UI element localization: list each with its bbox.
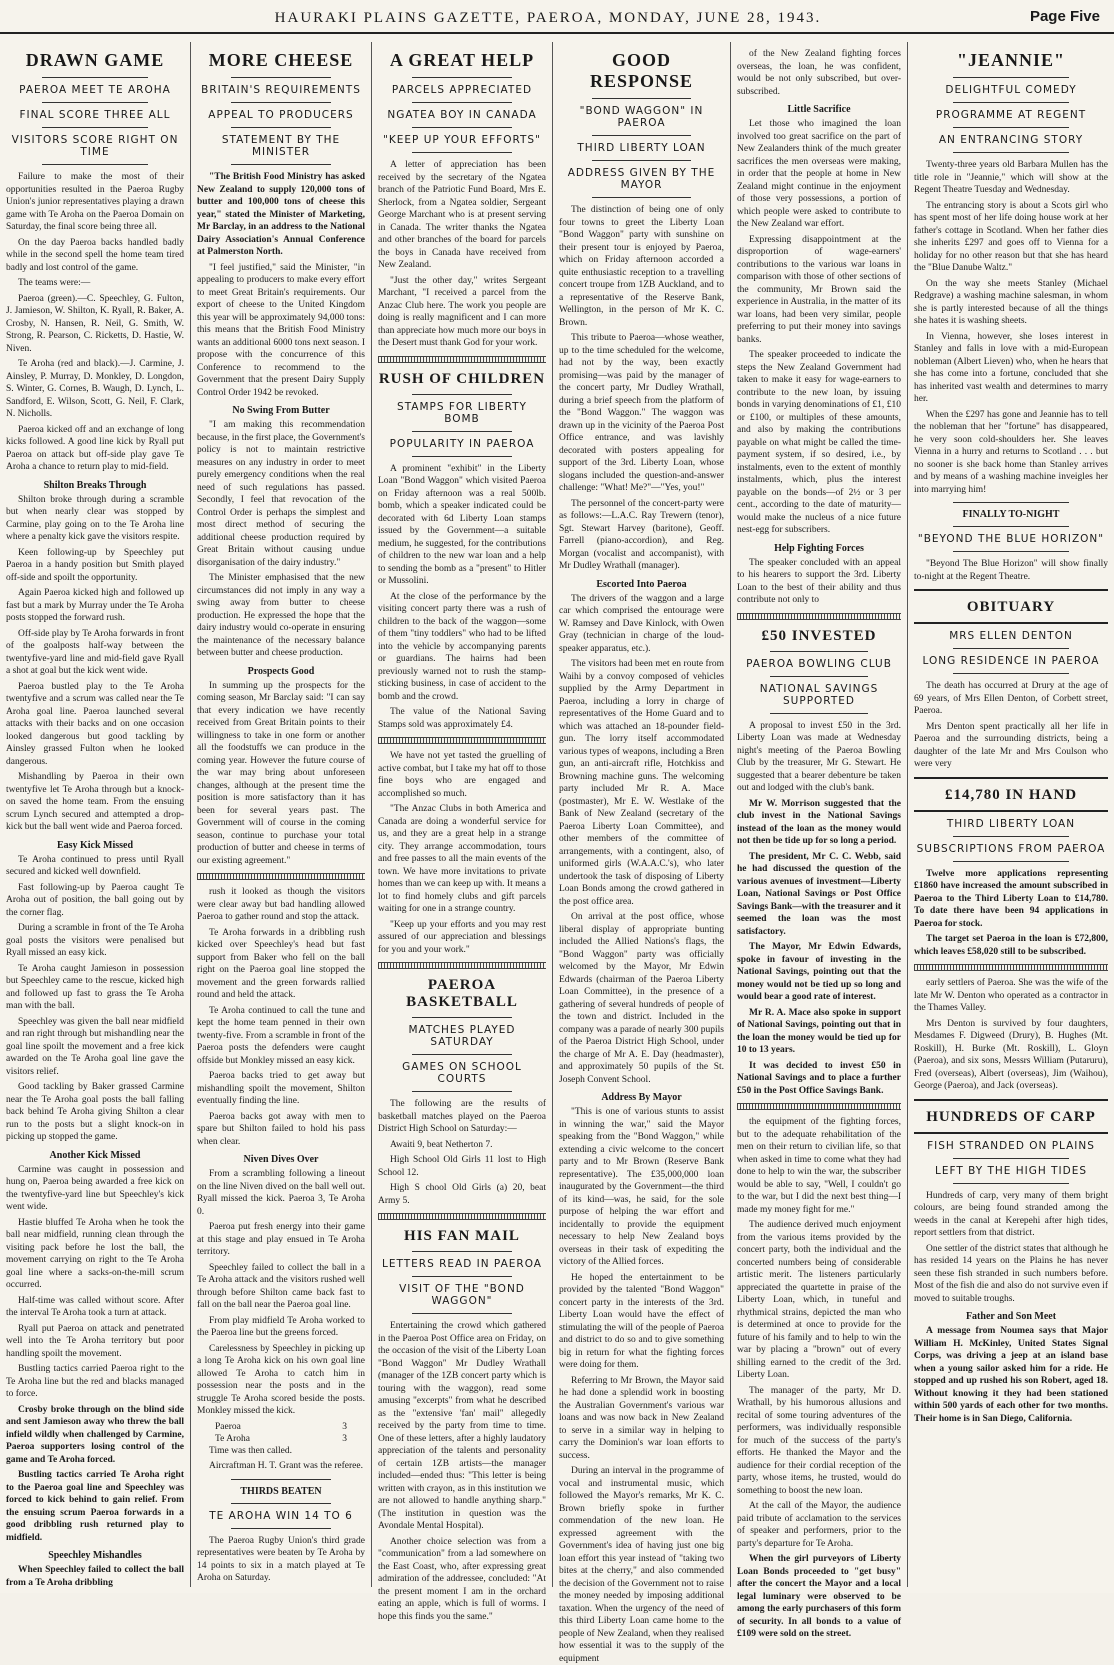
paragraph: "Just the other day," writes Sergeant Marchant, "I received a parcel from the Anzac Club here. The work you people are doing is really magnificent and I can more than appreciate how much more our boys in the Desert must thank God for your work.	[378, 275, 546, 348]
paragraph: Paeroa kicked off and an exchange of long kicks followed. A good line kick by Ryall put Paeroa on attack but off-side play gave Te Aroha a chance to return play to mid-field.	[6, 424, 184, 472]
score-team: Paeroa	[215, 1421, 241, 1432]
paragraph: The visitors had been met en route from Waihi by a convoy composed of vehicles supplied by the Army Department in Paeroa, including a lorry in charge of representatives of the Home Guard and to which was attached an 18-pounder field-gun. The lorry itself accommodated various types of weapons, including a Bren gun, an anti-aircraft rifle, Hotchkiss and Browning machine guns. The welcoming party included Mr R. A. Mace (postmaster), Mr E. W. Westlake of the Bank of New Zealand (secretary of the Paeroa Liberty Loan Committee), and other members of the committee of arrangements, with a contingent, also, of uniformed girls (W.A.A.C.'s), who later undertook the task of disposing of Liberty Loan Bonds among the crowd gathered in the post office area.	[559, 659, 724, 907]
section-heading: Niven Dives Over	[243, 1154, 319, 1165]
paragraph: Crosby broke through on the blind side and sent Jamieson away who threw the ball infield wildly when challenged by Carmine, Paeroa supporters losing control of the game and Te Aroha forced.	[6, 1404, 184, 1465]
headline-his-fan-mail: HIS FAN MAIL	[404, 1228, 520, 1244]
paragraph: Paeroa (green).—C. Speechley, G. Fulton, J. Jamieson, W. Shilton, K. Ryall, R. Baker, A. Crosby, N. Hansen, R. Neil, G. Smith, W. Strong, R. Pearson, C. Ricketts, D. Hastie, W. Niven.	[6, 293, 184, 354]
paragraph: Mishandling by Paeroa in their own twentyfive let Te Aroha through but a knock-on saved the home team. From the ensuing scrum Lynch secured and attempted a drop-kick but the ball went wide and Paeroa forced.	[6, 772, 184, 832]
paragraph: Good tackling by Baker grassed Carmine near the Te Aroha goal posts the ball falling back behind Te Aroha giving Shilton a clear run to the posts but a slight knock-on in picking up stopped the game.	[6, 1082, 184, 1142]
paragraph: The speaker proceeded to indicate the steps the New Zealand Government had taken to make it easy for wage-earners to contribute to the new loan, by issuing bonds in varying denominations of £1, £10 or £100, or multiples of these amounts, and also by making the contributions payable on what might be called the time-payment system, if so desired, i.e., by instalments, even to the extent of monthly instalments, which, plus the interest payable on the bonds—of 2½ or 3 per cent., according to the date of maturity—would make the nucleus of a nice future nest-egg for subscribers.	[737, 350, 901, 535]
subhead: "BOND WAGGON" IN PAEROA	[579, 105, 704, 129]
paragraph: When the £297 has gone and Jeannie has to tell the nobleman that her "fortune" has disappeared, he very soon cold-shoulders her. She leaves Vienna in a hurry and returns to Scotland . . . but no sooner is she back home than Stanley arrives and by means of a washing machine inveigles her into marrying him!	[914, 409, 1108, 495]
subhead: FISH STRANDED ON PLAINS	[927, 1139, 1095, 1152]
section-heading: No Swing From Butter	[232, 405, 330, 416]
paragraph: "This is one of various stunts to assist in winning the war," said the Mayor speaking from the "Bond Waggon," while extending a civic welcome to the concert party and to Mr Brown (Reserve Bank representative). The £35,000,000 loan inaugurated by the Government—the third of its kind—was, he said, for the sole purpose of helping the war effort and incidentally to provide the equipment necessary to help New Zealand boys overseas in their task of expediting the victory of the Allied forces.	[559, 1107, 724, 1267]
paragraph: Mrs Denton spent practically all her life in Paeroa and the surrounding districts, being a daughter of the late Mr and Mrs Coulson who were very	[914, 721, 1108, 769]
paragraph: When Speechley failed to collect the ball from a Te Aroha dribbling	[6, 1565, 184, 1588]
paragraph: Expressing disappointment at the disproportion of wage-earners' contributions to the various war loans in comparison with those of other sections of the community, Mr Brown said the experience in Australia, in the matter of its war loans, had been very similar, people preferring to put their money into savings banks.	[737, 234, 901, 345]
headline-drawn-game: DRAWN GAME	[25, 50, 165, 70]
subhead: PAEROA MEET TE AROHA	[19, 84, 171, 96]
score-value: 3	[342, 1433, 347, 1444]
masthead	[0, 0, 1114, 34]
subhead: LEFT BY THE HIGH TIDES	[934, 1164, 1087, 1177]
subhead: FINAL SCORE THREE ALL	[19, 109, 171, 121]
subhead: GAMES ON SCHOOL COURTS	[402, 1061, 522, 1085]
paragraph: Carelessness by Speechley in picking up a long Te Aroha kick on his own goal line allowed Te Aroha to catch him in possession near the posts and in the struggle Te Aroha scored beside the posts. Monkley missed the kick.	[197, 1343, 365, 1416]
paragraph: Referring to Mr Brown, the Mayor said he had done a splendid work in boosting the Australian Government's various war loans and was now back in New Zealand to serve in a similar way in helping to carry the Dominion's war loan efforts to success.	[559, 1375, 724, 1461]
headline-great-help: A GREAT HELP	[389, 50, 535, 70]
headline-fourteen-thousand: £14,780 IN HAND	[944, 786, 1078, 803]
subhead: NATIONAL SAVINGS SUPPORTED	[759, 682, 879, 707]
subhead: VISIT OF THE "BOND WAGGON"	[399, 1283, 525, 1307]
paragraph: A prominent "exhibit" in the Liberty Loan "Bond Waggon" which visited Paeroa on Friday afternoon was a real 500lb. bomb, which a speaker indicated could be decorated with 6d Liberty Loan stamps issued by the Government—a suitable medium, he suggested, for the contributions of children to the new war loan and a help to sending the bomb as a "present" to Hitler or Mussolini.	[378, 463, 546, 586]
headline-jeannie: "JEANNIE"	[957, 50, 1065, 70]
section-heading: Escorted Into Paeroa	[596, 578, 687, 590]
column-divider	[378, 737, 546, 744]
column-divider	[914, 964, 1108, 971]
column-divider	[378, 962, 546, 969]
paragraph: At the close of the performance by the visiting concert party there was a rush of children to the back of the waggon—some of them "tiny toddlers" who had to be lifted into the vehicle by accompanying parents or guardians. The hairns had been previously warned not to rush the stamp-sticking business, in case of accident to the bomb and the crowd.	[378, 591, 546, 702]
paragraph: Te Aroha (red and black).—J. Carmine, J. Ainsley, P. Murray, D. Monkley, D. Longdon, S. Winter, G. Cornes, B. Waugh, D. Lynch, L. Sandford, E. Wilson, Scott, G. Neil, F. Clark, N. Nicholls.	[6, 359, 184, 419]
paragraph: In Vienna, however, she loses interest in Stanley and falls in love with a mid-European nobleman (Albert Lieven) who, when he hears that she has come into a fortune, concluded that she has inherited vast wealth and determines to marry her.	[914, 331, 1108, 404]
column-divider	[737, 1103, 901, 1110]
paragraph: On the day Paeroa backs handled badly while in the second spell the home team tired badly and lost control of the game.	[6, 237, 184, 273]
paragraph: Te Aroha forwards in a dribbling rush kicked over Speechley's head but fast support from Baker who fell on the ball right on the Paeroa goal line stopped the movement and the green forwards rallied round and held the attack.	[197, 927, 365, 1000]
paragraph: Time was then called.	[209, 1445, 293, 1456]
masthead-title: HAURAKI PLAINS GAZETTE, PAEROA, MONDAY, JUNE 28, 1943.	[274, 10, 822, 26]
paragraph: The distinction of being one of only four towns to greet the Liberty Loan "Bond Waggon" party with sunshine on their present tour is enjoyed by Paeroa, which on Friday afternoon accorded a quite enthusiastic reception to a travelling concert troupe from 1ZB Auckland, and to a representative of the Reserve Bank, Wellington, in the person of Mr K. C. Brown.	[559, 205, 724, 328]
paragraph: Shilton broke through during a scramble but when nearly clear was stopped by Carmine, play going on to the Te Aroha line where a penalty kick gave the visitors respite.	[6, 494, 184, 542]
subhead: VISITORS SCORE RIGHT ON TIME	[11, 134, 179, 158]
column-divider	[197, 873, 365, 880]
column-divider	[378, 356, 546, 363]
paragraph: The Paeroa Rugby Union's third grade representatives were beaten by Te Aroha by 14 points to six in a match played at Te Aroha on Saturday.	[197, 1535, 365, 1583]
paragraph: Speechley failed to collect the ball in a Te Aroha attack and the visitors rushed well through before Shilton came back fast to fall on the ball near the Paeroa goal line.	[197, 1262, 365, 1310]
paragraph: During an interval in the programme of vocal and instrumental music, which followed the Mayor's remarks, Mr K. C. Brown briefly spoke in further commendation of the new loan. He expressed agreement with the Government's idea of having just one big loan effort this year instead of "taking two bites at the cherry," and also commended the decision of the Government not to raise the money needed by imposing additional taxation. When the urgency of the need of this third Liberty Loan came home to the people of New Zealand, when they realised how essential it was to the supply of the equipment	[559, 1466, 724, 1664]
subhead: STATEMENT BY THE MINISTER	[221, 134, 341, 158]
score-line	[197, 1433, 365, 1445]
section-heading: Easy Kick Missed	[56, 839, 134, 851]
paragraph: On the way she meets Stanley (Michael Redgrave) a washing machine salesman, in whom she is partly interested because of all the things she hates it is washing sheets.	[914, 278, 1108, 326]
headline-good-response: GOOD RESPONSE	[589, 50, 694, 91]
paragraph: Mr W. Morrison suggested that the club invest in the National Savings instead of the loan as the money would not then be tide up for so long a period.	[737, 798, 901, 846]
paragraph: On arrival at the post office, whose liberal display of appropriate bunting included the Allied Nations's flags, the "Bond Waggon" party was officially welcomed by the Mayor, Mr Edwin Edwards (chairman of the Paeroa Liberty Loan Committee), in the presence of a gathering of several hundreds of people of the town and district. Included in the company was a parade of nearly 300 pupils of the Paeroa District High School, under the charge of Mr A. E. Day (headmaster), and approximately 50 pupils of the St. Joseph Convent School.	[559, 912, 724, 1085]
paragraph: The Minister emphasised that the new circumstances did not imply in any way a swing away from butter to cheese production. He expressed the hope that the dairy industry would co-operate in ensuring the maintenance of the necessary balance between butter and cheese production.	[197, 573, 365, 658]
paragraph: "Keep up your efforts and you may rest assured of our appreciation and blessings for you and your work."	[378, 919, 546, 955]
paragraph: A message from Noumea says that Major William H. McKinley, United States Signal Corps, was driving a jeep at an island base when a young sailor asked him for a ride. He stopped and up rushed his son Robert, aged 18. Without knowing it they had been stationed within 500 yards of each other for two months. Their home is in San Diego, California.	[914, 1326, 1108, 1424]
paragraph: It was decided to invest £50 in National Savings and to place a further £50 in the Post Office Savings Bank.	[737, 1060, 901, 1096]
paragraph: At the call of the Mayor, the audience paid tribute of acclamation to the services of speaker and performers, prior to the party's departure for Te Aroha.	[737, 1501, 901, 1549]
subhead: PARCELS APPRECIATED	[391, 84, 533, 96]
paragraph: Paeroa put fresh energy into their game at this stage and play ensued in Te Aroha territory.	[197, 1222, 365, 1257]
paragraph: Carmine was caught in possession and hung on, Paeroa being awarded a free kick on the twentyfive-yard line but Speechley's kick went wide.	[6, 1164, 184, 1212]
paragraph: The manager of the party, Mr D. Wrathall, by his humorous allusions and recital of some touring adventures of the performers, was individually responsible for much of the success of the party's efforts. He thanked the Mayor and the audience for their cordial reception of the party, whose items, he trusted, would do something to boost the new loan.	[737, 1385, 901, 1496]
subhead: LETTERS READ IN PAEROA	[382, 1258, 542, 1270]
paragraph: We have not yet tasted the gruelling of active combat, but I take my hat off to those fine boys who are engaged and accomplished so much.	[378, 751, 546, 799]
paragraph: "I feel justified," said the Minister, "in appealing to producers to make every effort to meet Great Britain's requirements. Our export of cheese to the United Kingdom this year will be approximately 94,000 tons: this means that the British Food Ministry wants an additional 6000 tons next season. I propose with the concurrence of this Conference to recommend to the Government that the present Dairy Supply Control Order 1942 be revoked.	[197, 262, 365, 398]
paragraph: Aircraftman H. T. Grant was the referee.	[209, 1461, 363, 1471]
subhead: SUBSCRIPTIONS FROM PAEROA	[916, 842, 1106, 855]
column-great-help	[371, 42, 552, 1622]
headline-finally-tonight: FINALLY TO-NIGHT	[962, 509, 1060, 520]
subhead: PAEROA BOWLING CLUB	[746, 657, 892, 670]
paragraph: A proposal to invest £50 in the 3rd. Liberty Loan was made at Wednesday night's meeting of the Paeroa Bowling Club by the treasurer, Mr G. Stewart. He suggested that a bearer debenture be taken out and lodged with the club's bank.	[737, 720, 901, 793]
paragraph: The speaker concluded with an appeal to his hearers to support the 3rd. Liberty Loan to the best of their ability and thus contribute not only to	[737, 557, 901, 605]
paragraph: The audience derived much enjoyment from the various items provided by the concert party, both the individual and the concerted numbers being of considerable artistic merit. The listeners particularly appreciated the quartette in praise of the Liberty Loan, which, in tuneful and rhythmical strains, depicted the man who is determined at once to provide for the future of his family and to help to win the war by placing a "brown" out of every shilling earned to the credit of the 3rd. Liberty Loan.	[737, 1220, 901, 1380]
paragraph: Paeroa backs tried to get away but mishandling spoilt the movement, Shilton eventually finding the line.	[197, 1071, 365, 1106]
paragraph: Twelve more applications representing £1860 have increased the amount subscribed in Paeroa to the Third Liberty Loan to £14,780. To date there have been 94 applications in Paeroa for stock.	[914, 868, 1108, 929]
paragraph: Let those who imagined the loan involved too great sacrifice on the part of New Zealanders think of the much greater sacrifices the men overseas were making, in order that the people at home in New Zealand might continue in the enjoyment of those very possessions, a portion of which people were asked to contribute to the New Zealand war effort.	[737, 119, 901, 229]
paragraph: Mr R. A. Mace also spoke in support of National Savings, pointing out that in the loan the money would be tied up for 10 to 13 years.	[737, 1007, 901, 1055]
paragraph: "Beyond The Blue Horizon" will show finally to-night at the Regent Theatre.	[914, 559, 1108, 582]
paragraph: Half-time was called without score. After the interval Te Aroha took a turn at attack.	[6, 1295, 184, 1318]
paragraph: Twenty-three years old Barbara Mullen has the title role in "Jeannie," which will show at the Regent Theatre Tuesday and Wednesday.	[914, 160, 1108, 195]
paragraph: Paeroa backs got away with men to spare but Shilton failed to hold his pass when clear.	[197, 1111, 365, 1147]
subhead: LONG RESIDENCE IN PAEROA	[922, 655, 1100, 667]
paragraph: He hoped the entertainment to be provided by the talented "Bond Waggon" concert party in the interests of the 3rd. Liberty Loan would have the effect of stimulating the will of the people of Paeroa and district to do so and to give something big in return for what the fighting forces were doing for them.	[559, 1272, 724, 1370]
subhead: AN ENTRANCING STORY	[938, 134, 1084, 146]
section-heading: Father and Son Meet	[965, 1311, 1057, 1322]
paragraph: From a scrambling following a lineout on the line Niven dived on the ball well out. Ryall missed the kick. Paeroa 3, Te Aroha 0.	[197, 1169, 365, 1217]
headline-more-cheese: MORE CHEESE	[208, 50, 354, 70]
carp-box	[914, 1099, 1108, 1134]
subhead: MRS ELLEN DENTON	[949, 630, 1073, 642]
page-number: Page Five	[1029, 8, 1100, 25]
paragraph: Off-side play by Te Aroha forwards in front of the goalposts half-way between the twentyfive-yard line and mid-field gave Ryall a shot at goal but the kick went wide.	[6, 628, 184, 676]
paragraph: High S chool Old Girls (a) 20, beat Army 5.	[378, 1183, 546, 1206]
paragraph: Paeroa bustled play to the Te Aroha twentyfive and a scrum was called near the Te Aroha goal line. Paeroa launched several attacks with their backs and on one occasion looked dangerous but good tackling by Ainsley grassed Fulton when he looked dangerous.	[6, 681, 184, 767]
column-loan-continued	[730, 42, 907, 1639]
paragraph: Keen following-up by Speechley put Paeroa in a handy position but Smith played off-side and spoilt the opportunity.	[6, 547, 184, 583]
paragraph: Again Paeroa kicked high and followed up fast but a mark by Murray under the Te Aroha posts stopped the forward rush.	[6, 588, 184, 623]
section-heading: Speechley Mishandles	[48, 1550, 142, 1561]
column-divider	[378, 1213, 546, 1220]
paragraph: Te Aroha continued to call the tune and kept the home team penned in their own twenty-five. From a scramble in front of the Paeroa posts the defenders were caught offside but Monkley missed an easy kick.	[197, 1005, 365, 1066]
paragraph: The entrancing story is about a Scots girl who has spent most of her life doing house work at her father's cottage in Scotland. When her father dies she inherits £297 and goes off to Vienna for a holiday for no other reason but that she has heard the "Blue Danube Waltz."	[914, 200, 1108, 273]
paragraph: Failure to make the most of their opportunities resulted in the Paeroa Rugby Union's junior representatives playing a drawn game with Te Aroha on the Paeroa Domain on Saturday, the final score being three all.	[6, 172, 184, 232]
subhead: THIRD LIBERTY LOAN	[946, 817, 1076, 830]
paragraph: From play midfield Te Aroha worked to the Paeroa line but the greens forced.	[197, 1315, 365, 1338]
paragraph: Entertaining the crowd which gathered in the Paeroa Post Office area on Friday, on the occasion of the visit of the Liberty Loan "Bond Waggon" Mr Dudley Wrathall (manager of the 1ZB concert party which is touring with the waggon), read some amusing "excerpts" from what he described as the "extensive 'fan' mail" allegedly received by the party from time to time. One of these letters, after a highly laudatory appreciation of the talents and personality of certain 1ZB artists—the manager included—ended thus: "This letter is being written with crayon, as in this institution we are not allowed to handle anything sharp." (The institution in question was the Avondale Mental Hospital).	[378, 1321, 546, 1531]
paragraph: In summing up the prospects for the coming season, Mr Barclay said: "I can say that every indication we have recently received from Great Britain points to their willingness to take in one form or another all the foodstuffs we can produce in the coming year. However the future course of the war may bring about unforeseen changes, although at the present time the position is more satisfactory than it has been for several years past. The Government will of course in the coming season, continue to purchase your total production of butter and cheese in terms of our existing agreement."	[197, 680, 365, 866]
paragraph: Awaiti 9, beat Netherton 7.	[390, 1139, 493, 1150]
paragraph: Ryall put Paeroa on attack and penetrated well into the Te Aroha territory but poor handling spoilt the movement.	[6, 1323, 184, 1359]
paragraph: The drivers of the waggon and a large car which comprised the entourage were W. Ramsey and Dave Kinlock, with Owen Gray (technician in charge of the loud-speaker apparatus, etc.).	[559, 593, 724, 654]
paragraph: early settlers of Paeroa. She was the wife of the late Mr W. Denton who operated as a contractor in the Thames Valley.	[914, 978, 1108, 1013]
paragraph: The teams were:—	[18, 278, 91, 288]
paragraph: "I am making this recommendation because, in the first place, the Government's policy is not to maintain restrictive measures on any industry in order to meet purely emergency conditions when the real need of such regulations has passed. Secondly, I feel that revocation of the Control Order is perhaps the simplest and most direct method of securing the additional cheese production required by Great Britain without causing undue disorganisation of the dairy industry."	[197, 420, 365, 568]
paragraph: of the New Zealand fighting forces overseas, the loan, he was confident, would be not only subscribed, but over-subscribed.	[737, 49, 901, 97]
subhead: TE AROHA WIN 14 TO 6	[209, 1509, 353, 1522]
loan-box	[914, 777, 1108, 812]
paragraph: "The Anzac Clubs in both America and Canada are doing a wonderful service for us, and they are a great help in a strange city. They arrange accommodation, tours and free passes to all the main events of the town. We have more invitations to private homes than we can keep up with. It means a lot to find homely clubs and gift parcels waiting for one in a strange country.	[378, 804, 546, 914]
subhead: POPULARITY IN PAEROA	[389, 437, 535, 450]
subhead: "KEEP UP YOUR EFFORTS"	[383, 134, 541, 146]
column-drawn-game	[0, 42, 190, 1587]
subhead: "BEYOND THE BLUE HORIZON"	[917, 533, 1105, 545]
paragraph: Speechley was given the ball near midfield and ran right through but mishandling near the goal line spoilt the movement and a free kick awarded on the Te Aroha goal line gave the visitors relief.	[6, 1016, 184, 1077]
paragraph: Te Aroha continued to press until Ryall secured and kicked well downfield.	[6, 854, 184, 877]
paragraph: The death has occurred at Drury at the age of 69 years, of Mrs Ellen Denton, of Corbett street, Paeroa.	[914, 681, 1108, 716]
column-good-response	[552, 42, 730, 1664]
paragraph: The following are the results of basketball matches played on the Paeroa District High School on Saturday:—	[378, 1099, 546, 1134]
paragraph: Hastie bluffed Te Aroha when he took the ball near midfield, running clean through the visiting pack before he lost the ball, the movement carrying on right to the Te Aroha goal line where a sacks-on-the-mill scrum occurred.	[6, 1217, 184, 1290]
subhead: APPEAL TO PRODUCERS	[208, 109, 354, 121]
score-value: 3	[342, 1421, 347, 1432]
paragraph: "The British Food Ministry has asked New Zealand to supply 120,000 tons of butter and 100,000 tons of cheese this year," stated the Minister of Marketing, Mr Barclay, in an address to the National Dairy Association's Annual Conference at Palmerston North.	[197, 172, 365, 257]
section-heading: Help Fighting Forces	[774, 542, 864, 554]
headline-paeroa-basketball: PAEROA BASKETBALL	[406, 977, 518, 1010]
headline-rush-of-children: RUSH OF CHILDREN	[378, 370, 546, 387]
score-line	[197, 1421, 365, 1433]
paragraph: Another choice selection was from a "communication" from a lad somewhere on the East Coast, who, after expressing great admiration of the addressee, concluded: "At the present moment I am in the orchard eating an apple, which is full of worms. I hope this finds you the same."	[378, 1536, 546, 1622]
paragraph: Mrs Denton is survived by four daughters, Mesdames F. Digweed (Drury), B. Hughes (Mt. Roskill), H. Burke (Mt. Roskill), L. Gloyn (Paeroa), and six sons, Messrs William (Putaruru), Fred (overseas), Albert (overseas), Jim (Waihou), George (Paeroa), and Jack (overseas).	[914, 1018, 1108, 1091]
subhead: MATCHES PLAYED SATURDAY	[408, 1024, 516, 1048]
paragraph: This tribute to Paeroa—whose weather, up to the time scheduled for the welcome, had not by the way, been exactly promising—was paid by the manager of the concert party, Mr Dudley Wrathall, during a brief speech from the platform of the "Bond Waggon." The waggon was drawn up in the vicinity of the Paeroa Post Office entrance, and was lavishly decorated with posters appealing for support of the 3rd. Liberty Loan, whose slogans included the question-and-answer challenge: "What! Me?"—"Yes, you!"	[559, 333, 724, 493]
headline-hundreds-of-carp: HUNDREDS OF CARP	[926, 1108, 1096, 1125]
paragraph: High School Old Girls 11 lost to High School 12.	[378, 1155, 546, 1178]
paragraph: Te Aroha caught Jamieson in possession but Speechley came to the rescue, kicked high and followed up fast to grass the Te Aroha man with the ball.	[6, 963, 184, 1011]
score-team: Te Aroha	[215, 1433, 250, 1444]
section-heading: Little Sacrifice	[787, 104, 851, 115]
section-heading: Prospects Good	[247, 665, 315, 677]
subhead: ADDRESS GIVEN BY THE MAYOR	[567, 167, 716, 191]
paragraph: The Mayor, Mr Edwin Edwards, spoke in favour of investing in the National Savings, pointing out that the money would not be tied up so long and would bear a good rate of interest.	[737, 942, 901, 1002]
subhead: PROGRAMME AT REGENT	[935, 109, 1087, 121]
paragraph: The value of the National Saving Stamps sold was approximately £4.	[378, 707, 546, 730]
paragraph: When the girl purveyors of Liberty Loan Bonds proceeded to "get busy" after the concert the Mayor and a local legal luminary were observed to be among the early purchasers of this form of security. In all bonds to a value of £109 were sold on the street.	[737, 1554, 901, 1639]
section-heading: Address By Mayor	[601, 1092, 682, 1103]
paragraph: The target set Paeroa in the loan is £72,800, which leaves £58,020 still to be subscribed.	[914, 934, 1108, 957]
subhead: NGATEA BOY IN CANADA	[387, 109, 537, 121]
headline-fifty-invested: £50 INVESTED	[761, 627, 877, 644]
section-heading: Another Kick Missed	[49, 1149, 141, 1161]
section-heading: Shilton Breaks Through	[43, 479, 147, 491]
column-divider	[737, 613, 901, 620]
subhead: STAMPS FOR LIBERTY BOMB	[397, 400, 527, 425]
paragraph: One settler of the district states that although he has resided 14 years on the Plains he has never seen these fish stranded in such numbers before. Most of the fish die and also do not survive even if moved to suitable troughs.	[914, 1243, 1108, 1304]
paragraph: During a scramble in front of the Te Aroha goal posts the visitors were penalised but Ryall missed an easy kick.	[6, 923, 184, 958]
column-jeannie	[907, 42, 1114, 1587]
headline-obituary: OBITUARY	[966, 599, 1056, 615]
subhead: BRITAIN'S REQUIREMENTS	[201, 84, 361, 96]
obituary-box	[914, 589, 1108, 624]
paragraph: The personnel of the concert-party were as follows:—L.A.C. Ray Trewern (tenor), Sgt. Stewart Harvey (baritone), Geoff. Farrell (piano-accordion), and Reg. Morgan (vocalist and accompanist), with Mr Dudley Wrathall (manager).	[559, 498, 724, 571]
paragraph: rush it looked as though the visitors were clear away but bad handling allowed Paeroa to gather round and stop the attack.	[197, 887, 365, 922]
column-more-cheese	[190, 42, 371, 1587]
paragraph: Bustling tactics carried Paeroa right to the Te Aroha line but the red and blacks managed to force.	[6, 1364, 184, 1399]
paragraph: The president, Mr C. C. Webb, said he had discussed the question of the various avenues of investment—Liberty Loan, National Savings or Post Office Savings Bank—with the treasurer and it seemed the loan was the most satisfactory.	[737, 851, 901, 937]
subhead: DELIGHTFUL COMEDY	[945, 84, 1077, 96]
paragraph: the equipment of the fighting forces, but to the adequate rehabilitation of the men on their return to civilian life, so that when asked in time to come what they had done to help to win the war, the subscriber would be able to say, "Well, I couldn't go to the war, but I did the next best thing—I made my money fight for me."	[737, 1117, 901, 1215]
headline-thirds-beaten: THIRDS BEATEN	[240, 1485, 322, 1497]
paragraph: Fast following-up by Paeroa caught Te Aroha out of position, the ball going out by the corner flag.	[6, 882, 184, 918]
paragraph: A letter of appreciation has been received by the secretary of the Ngatea branch of the Patriotic Fund Board, Mrs E. Sherlock, from a Ngatea soldier, Sergeant George Marchant who is at present serving in Canada. The writer thanks the Ngatea and other branches of the board for parcels the boys in Canada have received from New Zealand.	[378, 160, 546, 270]
paragraph: Hundreds of carp, very many of them bright colours, are being found stranded among the weeds in the canal at Kerepehi after high tides, report settlers from that district.	[914, 1190, 1108, 1238]
subhead: THIRD LIBERTY LOAN	[577, 142, 706, 154]
paragraph: Bustling tactics carried Te Aroha right to the Paeroa goal line and Speechley was forced to kick behind to gain relief. From the ensuing scrum Paeroa forwards in a good dribbling rush returned play to midfield.	[6, 1470, 184, 1543]
